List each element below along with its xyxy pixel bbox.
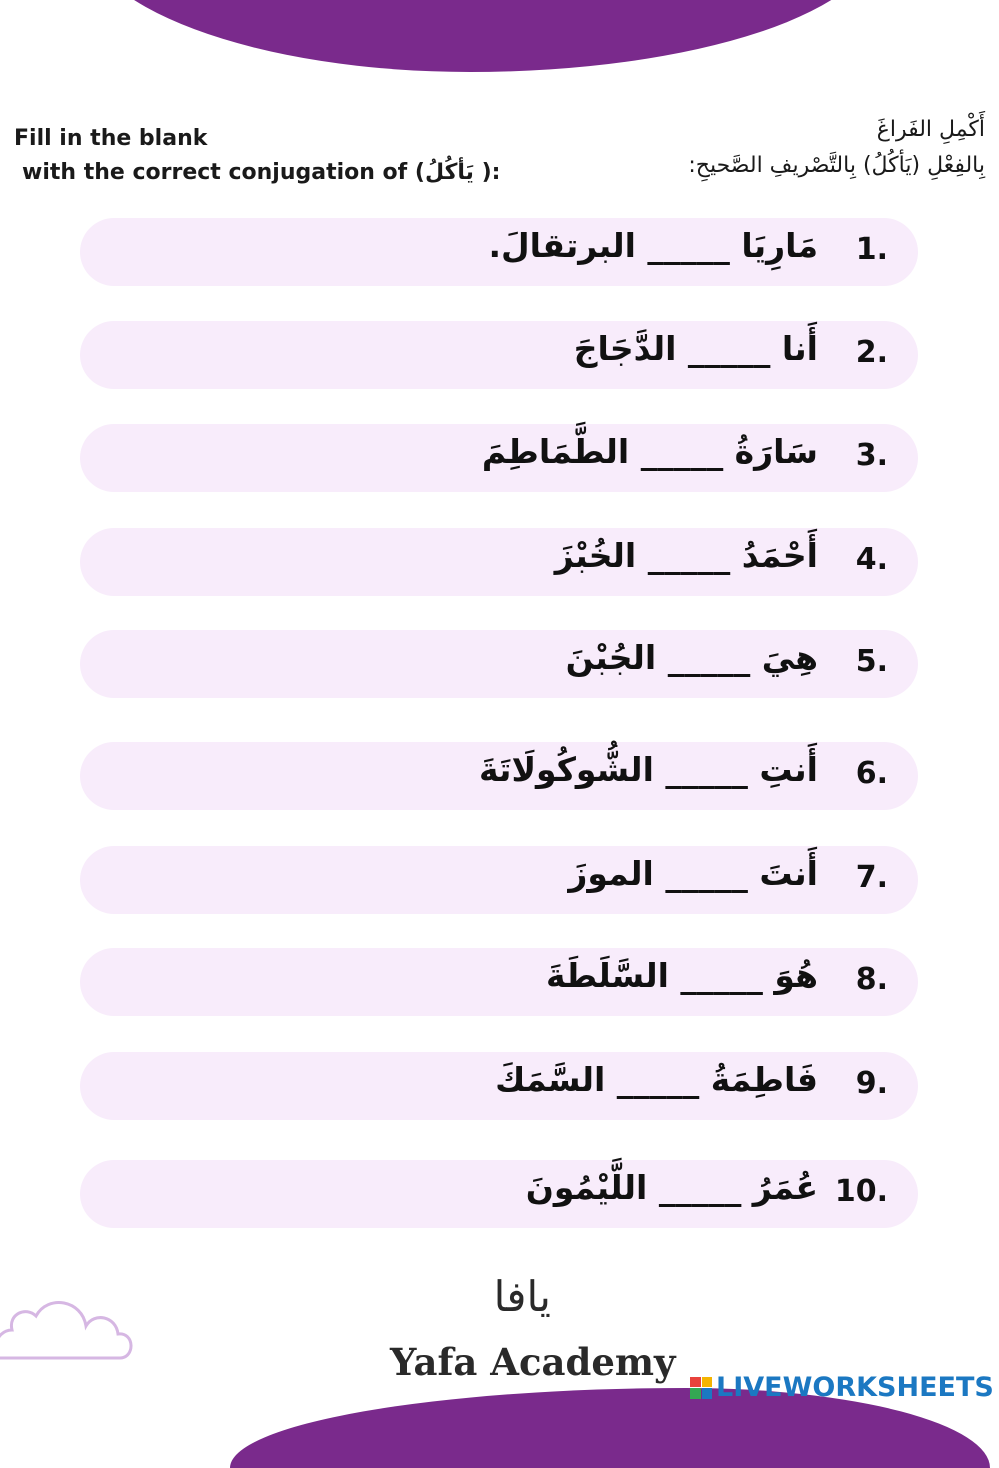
question-sentence[interactable]: أَحْمَدُ _____ الخُبْزَ bbox=[554, 536, 818, 575]
question-sentence[interactable]: عُمَرُ _____ اللَّيْمُونَ bbox=[525, 1168, 818, 1207]
question-row-3 bbox=[80, 424, 918, 492]
academy-logo-arabic: يافا bbox=[493, 1272, 551, 1321]
question-number: 5. bbox=[855, 644, 888, 679]
english-instructions bbox=[14, 122, 500, 190]
question-sentence[interactable]: هُوَ _____ السَّلَطَةَ bbox=[546, 956, 818, 995]
question-row-2 bbox=[80, 321, 918, 389]
question-row-6 bbox=[80, 742, 918, 810]
question-row-1 bbox=[80, 218, 918, 286]
question-number: 6. bbox=[855, 756, 888, 791]
question-number: 9. bbox=[855, 1066, 888, 1101]
top-decorative-shape bbox=[80, 0, 880, 72]
english-instruction-line1: Fill in the blank bbox=[14, 126, 208, 151]
question-sentence[interactable]: سَارَةُ _____ الطَّمَاطِمَ bbox=[481, 432, 818, 471]
question-sentence[interactable]: فَاطِمَةُ _____ السَّمَكَ bbox=[495, 1060, 818, 1099]
question-sentence[interactable]: أَنتِ _____ الشُّوكُولَاتَةَ bbox=[479, 750, 818, 789]
question-number: 1. bbox=[855, 232, 888, 267]
question-row-8 bbox=[80, 948, 918, 1016]
question-row-7 bbox=[80, 846, 918, 914]
liveworksheets-watermark bbox=[690, 1372, 994, 1403]
question-sentence[interactable]: أَنتَ _____ الموزَ bbox=[568, 854, 818, 893]
question-number: 8. bbox=[855, 962, 888, 997]
watermark-text: LIVEWORKSHEETS bbox=[716, 1372, 994, 1403]
question-number: 4. bbox=[855, 542, 888, 577]
english-instruction-line2: with the correct conjugation of (يَأكُلُ ): bbox=[22, 160, 501, 185]
question-number: 3. bbox=[855, 438, 888, 473]
cloud-icon bbox=[0, 1280, 140, 1370]
question-row-5 bbox=[80, 630, 918, 698]
question-number: 7. bbox=[855, 860, 888, 895]
question-row-4 bbox=[80, 528, 918, 596]
question-sentence[interactable]: مَارِيَا _____ البرتقالَ. bbox=[488, 226, 818, 265]
question-number: 10. bbox=[834, 1174, 888, 1209]
academy-logo-english: Yafa Academy bbox=[390, 1340, 676, 1384]
question-sentence[interactable]: أَنا _____ الدَّجَاجَ bbox=[573, 329, 818, 368]
arabic-instruction-line1: أَكْمِلِ الفَراغَ bbox=[876, 117, 985, 142]
question-sentence[interactable]: هِيَ _____ الجُبْنَ bbox=[565, 638, 818, 677]
liveworksheets-icon bbox=[690, 1377, 712, 1399]
question-row-9 bbox=[80, 1052, 918, 1120]
arabic-instructions bbox=[688, 112, 985, 184]
arabic-instruction-line2: بِالفِعْلِ (يَأكُلُ) بِالتَّصْريفِ الصَّحيحِ: bbox=[688, 153, 985, 178]
question-number: 2. bbox=[855, 335, 888, 370]
question-row-10 bbox=[80, 1160, 918, 1228]
